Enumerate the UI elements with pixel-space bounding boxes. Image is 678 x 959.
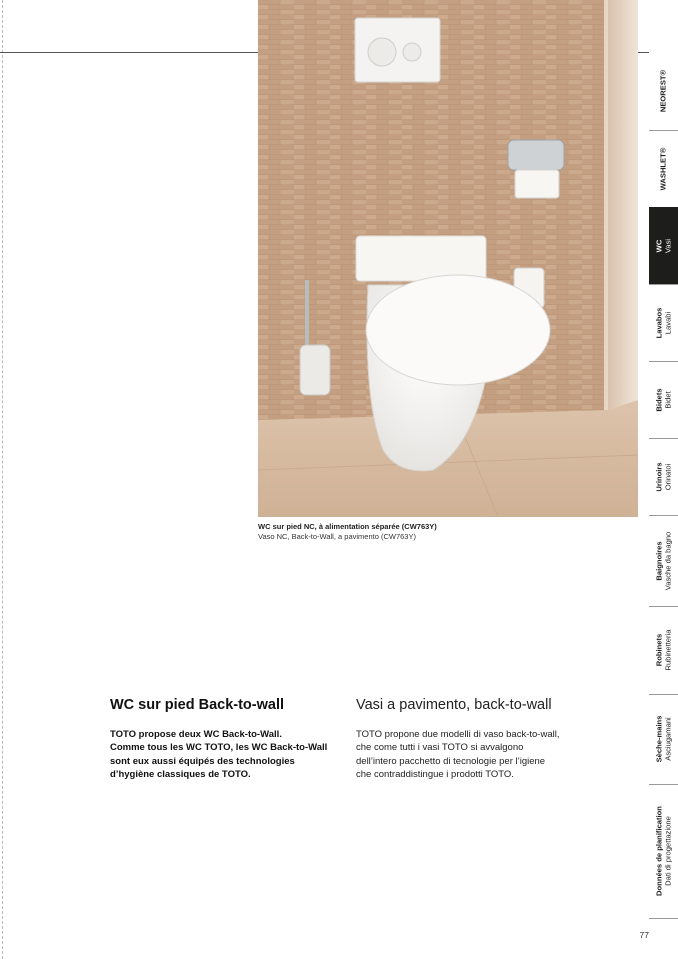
tab-bidets[interactable] bbox=[649, 361, 678, 439]
tab-sublabel: Lavabi bbox=[662, 311, 672, 334]
tab-label: Baignoires bbox=[653, 540, 663, 581]
page-number: 77 bbox=[639, 930, 649, 940]
tab-sublabel: Vasi bbox=[662, 238, 672, 253]
tab-label: NEOREST® bbox=[658, 69, 668, 113]
tab-label: Urinoirs bbox=[653, 461, 663, 492]
body-line: TOTO propose deux WC Back-to-Wall. bbox=[110, 729, 282, 740]
tab-label: WC bbox=[653, 239, 663, 252]
tab-neorest[interactable] bbox=[649, 52, 678, 131]
tab-washlet[interactable] bbox=[649, 130, 678, 208]
body-line: che contraddistingue i prodotti TOTO. bbox=[356, 768, 514, 780]
caption-fr: WC sur pied NC, à alimentation séparée (CW763Y) bbox=[258, 522, 437, 531]
tab-seche-mains[interactable] bbox=[649, 694, 678, 785]
tab-urinoirs[interactable] bbox=[649, 438, 678, 516]
tab-label: Sèche-mains bbox=[653, 715, 663, 763]
tab-label: Lavabos bbox=[653, 307, 663, 338]
tab-label: WASHLET® bbox=[658, 147, 668, 190]
tab-label: Bidets bbox=[653, 387, 663, 412]
body-line: d’hygiène classiques de TOTO. bbox=[110, 768, 251, 780]
left-margin-guide bbox=[2, 0, 3, 959]
section-heading-it: Vasi a pavimento, back-to-wall bbox=[356, 697, 552, 713]
tab-sublabel: Vasche da bagno bbox=[662, 531, 672, 590]
section-index-sidebar bbox=[649, 52, 678, 918]
photo-caption bbox=[258, 522, 638, 542]
tab-sublabel: Dati di progettazione bbox=[662, 816, 672, 886]
tab-wc[interactable] bbox=[649, 207, 678, 285]
tab-sublabel: Asciugamani bbox=[662, 717, 672, 761]
tab-sublabel: Orinatoi bbox=[662, 463, 672, 490]
section-body-it bbox=[356, 728, 606, 781]
body-line: sont eux aussi équipés des technologies bbox=[110, 755, 295, 767]
tab-baignoires[interactable] bbox=[649, 515, 678, 607]
body-line: dell’intero pacchetto di tecnologie per l’igiene bbox=[356, 755, 546, 767]
tab-lavabos[interactable] bbox=[649, 284, 678, 362]
body-line: che come tutti i vasi TOTO si avvalgono bbox=[356, 742, 524, 754]
body-line: Comme tous les WC TOTO, les WC Back-to-Wall bbox=[110, 742, 328, 754]
tab-sublabel: Bidet bbox=[662, 390, 672, 409]
section-heading-fr: WC sur pied Back-to-wall bbox=[110, 697, 285, 713]
body-line: TOTO propone due modelli di vaso back-to-wall, bbox=[356, 729, 560, 740]
caption-it: Vaso NC, Back-to-Wall, a pavimento (CW763Y) bbox=[258, 532, 416, 541]
tab-donnees-planification[interactable] bbox=[649, 784, 678, 919]
tab-label: Robinets bbox=[653, 633, 663, 667]
tab-sublabel: Rubinetteria bbox=[662, 629, 672, 671]
product-photo bbox=[258, 0, 638, 517]
tab-robinets[interactable] bbox=[649, 606, 678, 695]
tab-label: Données de planification bbox=[653, 806, 663, 896]
section-body-fr bbox=[110, 728, 350, 781]
